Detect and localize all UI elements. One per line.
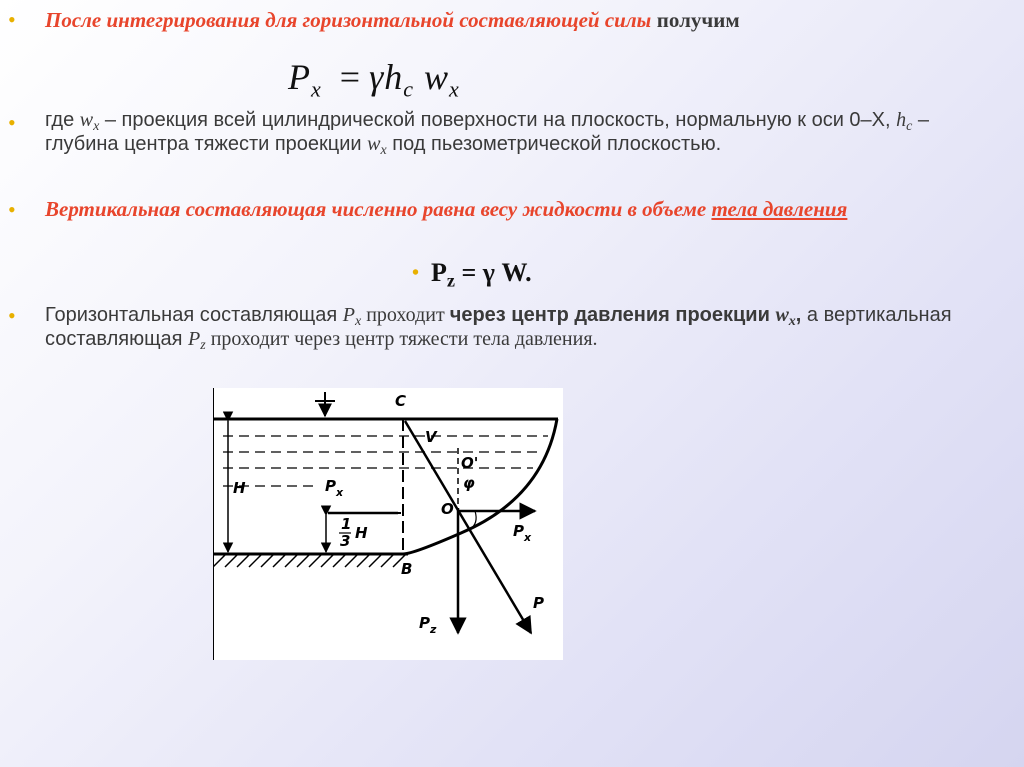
label-px-left: $P_x$ bbox=[325, 477, 344, 499]
para-4-bold: через центр давления проекции bbox=[449, 304, 776, 326]
para-2-sub-x2: x bbox=[380, 143, 387, 159]
para-2-sub-c: c bbox=[906, 119, 913, 135]
label-v: V bbox=[425, 428, 437, 446]
formula-pz-P: P bbox=[431, 258, 447, 287]
ground-hatching bbox=[213, 555, 405, 567]
para-2-w2: w bbox=[367, 133, 381, 155]
bullet-3: • bbox=[8, 197, 16, 222]
para-1-tail: получим bbox=[656, 8, 740, 32]
para-2-text-e: под пьезометрической плоскостью. bbox=[386, 133, 722, 155]
formula-pz bbox=[412, 258, 532, 291]
label-h: H bbox=[233, 479, 246, 497]
para-2-w: w bbox=[79, 109, 94, 131]
label-o: O bbox=[441, 500, 454, 518]
para-4-w: w bbox=[775, 304, 789, 326]
para-4-sub-x2: x bbox=[788, 314, 796, 330]
para-2-text-d: – глубина центра тяжести проекции bbox=[45, 109, 930, 155]
formula-px-h: h bbox=[384, 57, 404, 97]
label-px-right: $P_x$ bbox=[513, 522, 532, 544]
label-phi: φ bbox=[463, 474, 475, 492]
para-4-text-b: проходит bbox=[361, 304, 450, 326]
formula-px-gamma: γ bbox=[369, 57, 385, 97]
para-4-text-c: а вертикальная составляющая bbox=[45, 304, 952, 350]
formula-pz-sub-z: z bbox=[446, 270, 455, 291]
para-4-P: P bbox=[342, 304, 355, 326]
formula-px bbox=[288, 56, 460, 102]
bullet-4: • bbox=[8, 303, 16, 328]
label-frac-num: 1 bbox=[341, 515, 352, 533]
formula-px-sub-x2: x bbox=[449, 76, 460, 102]
bullet-2: • bbox=[8, 110, 16, 135]
para-1 bbox=[45, 8, 1005, 33]
hydrostatic-diagram bbox=[213, 388, 563, 660]
para-4 bbox=[45, 303, 995, 354]
para-4-text-d: проходит через центр тяжести тела давления. bbox=[205, 328, 598, 350]
para-2-sub-x: x bbox=[93, 119, 100, 135]
para-4-text-a: Горизонтальная составляющая bbox=[45, 304, 343, 326]
para-3 bbox=[45, 197, 965, 222]
para-3-underlined: тела давления bbox=[711, 197, 848, 221]
bullet-formula-pz: • bbox=[412, 262, 420, 284]
water-hatching bbox=[223, 436, 548, 486]
bullet-1: • bbox=[8, 7, 16, 32]
diagram-svg bbox=[213, 388, 563, 660]
formula-pz-rest: = γ W. bbox=[454, 258, 532, 287]
para-4-P2: P bbox=[188, 328, 201, 350]
para-2-text-b: – проекция всей цилиндрической поверхности на плоскость, нормальную к оси 0–X, bbox=[99, 109, 897, 131]
label-b: B bbox=[401, 560, 413, 578]
para-2 bbox=[45, 108, 975, 159]
label-pz: $P_z$ bbox=[419, 614, 437, 636]
para-4-sub-x: x bbox=[354, 314, 362, 330]
label-frac-h: H bbox=[355, 524, 368, 542]
label-o-prime: O' bbox=[461, 454, 479, 472]
para-1-red-text: После интегрирования для горизонтальной составляющей силы bbox=[45, 8, 652, 32]
formula-px-eq: = bbox=[339, 57, 362, 97]
para-2-h: h bbox=[896, 109, 907, 131]
label-frac-den: 3 bbox=[340, 532, 351, 550]
formula-px-w: w bbox=[424, 57, 450, 97]
para-2-text-a: где bbox=[45, 109, 80, 131]
formula-px-P: P bbox=[288, 57, 311, 97]
label-c: C bbox=[395, 392, 407, 410]
formula-px-sub-c: c bbox=[403, 76, 415, 102]
para-4-comma: , bbox=[795, 304, 802, 326]
para-4-sub-z: z bbox=[200, 338, 206, 354]
label-p: P bbox=[533, 594, 544, 612]
para-3-red-text: Вертикальная составляющая численно равна весу жидкости в объеме bbox=[45, 197, 712, 221]
formula-px-sub-x: x bbox=[311, 76, 322, 102]
